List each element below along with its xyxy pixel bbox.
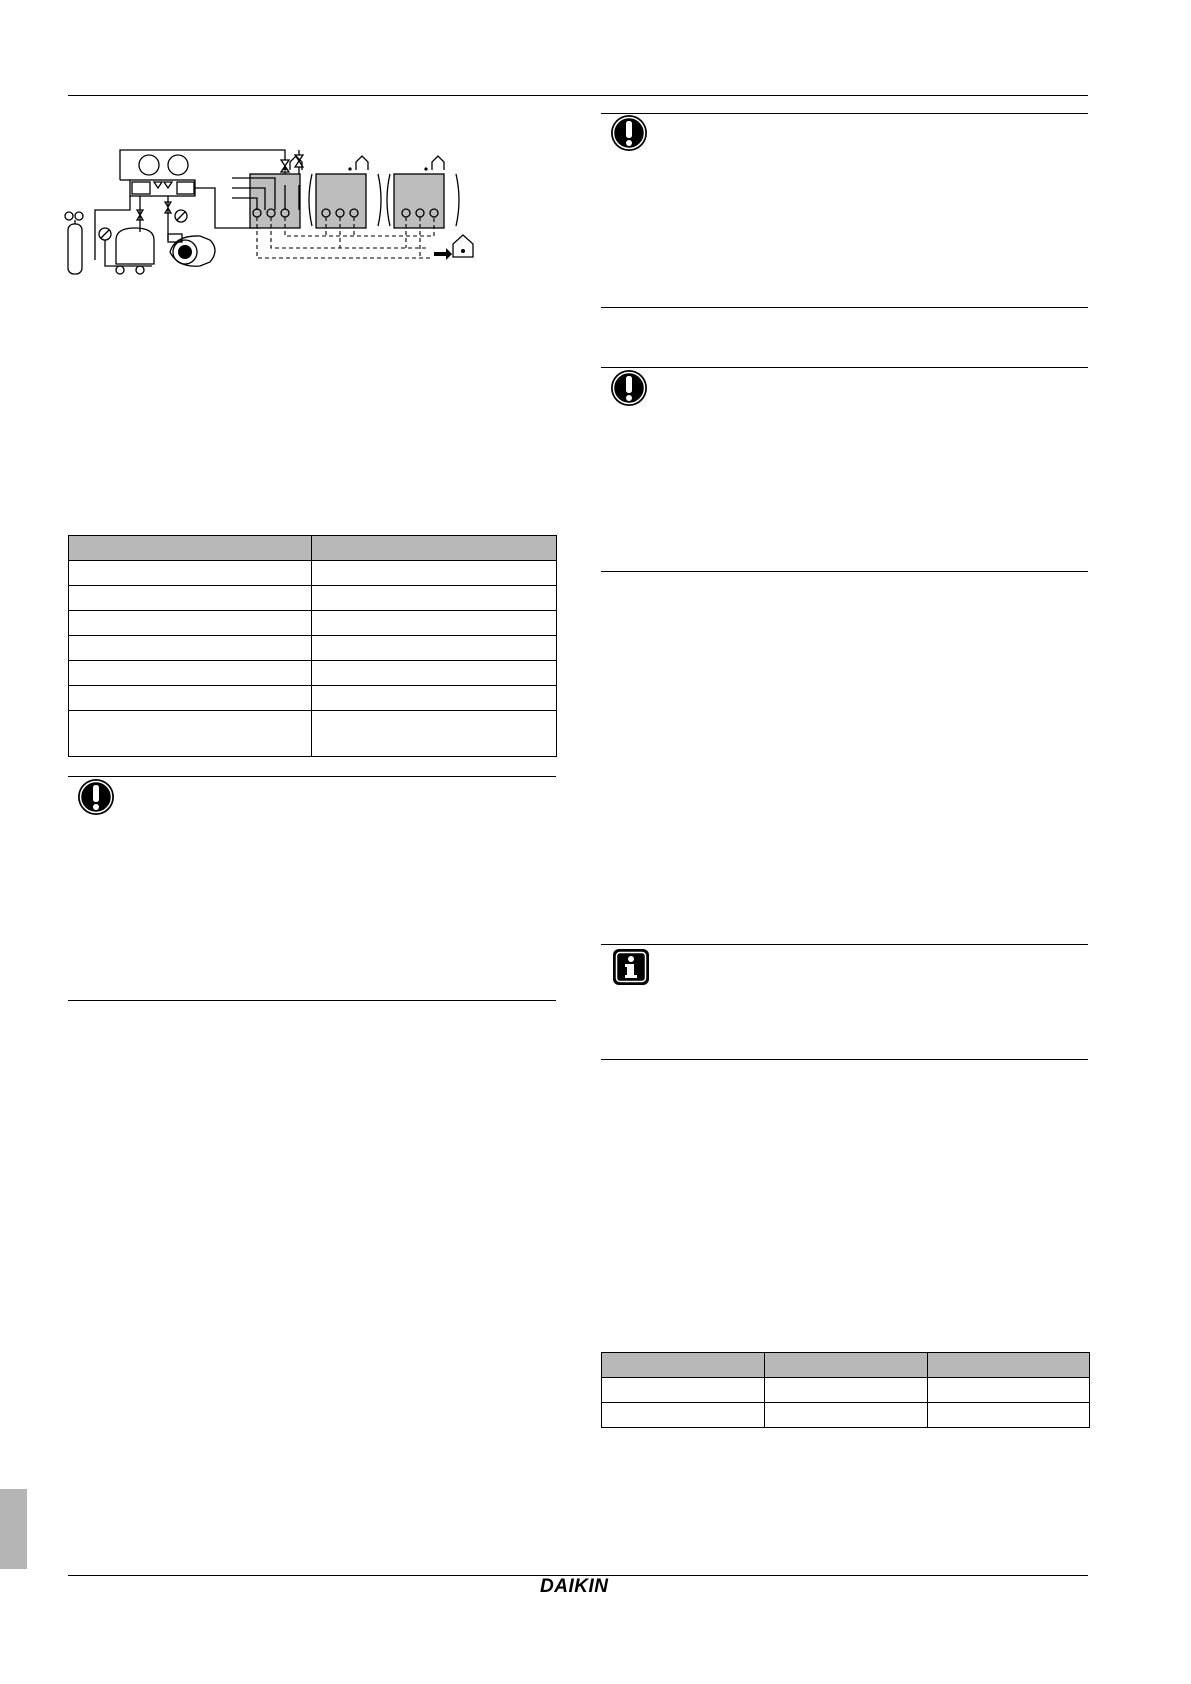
notice-bottom-rule [601, 1059, 1088, 1060]
table-row [69, 636, 557, 661]
table-header-cell [765, 1353, 928, 1378]
exclamation-icon [609, 113, 649, 153]
table-row [69, 661, 557, 686]
left-table [68, 535, 557, 757]
info-icon [611, 947, 651, 987]
table-cell [928, 1403, 1090, 1428]
table-cell [69, 561, 312, 586]
notice-top-rule [601, 944, 1088, 945]
table-cell [312, 636, 557, 661]
notice-bottom-rule [601, 571, 1088, 572]
table-header-row [69, 536, 557, 561]
notice-bottom-rule [601, 307, 1088, 308]
table-cell [602, 1403, 765, 1428]
table-header-cell [602, 1353, 765, 1378]
table-cell [312, 561, 557, 586]
table-cell [602, 1378, 765, 1403]
table-cell [69, 661, 312, 686]
table-cell [312, 586, 557, 611]
header-rule [68, 95, 1088, 96]
table-row [69, 686, 557, 711]
table-row [69, 711, 557, 757]
table-header-cell [928, 1353, 1090, 1378]
table-cell [928, 1378, 1090, 1403]
table-header-row [602, 1353, 1090, 1378]
table-cell [69, 586, 312, 611]
table-row [602, 1403, 1090, 1428]
notice-bottom-rule [68, 1000, 556, 1001]
table-cell [312, 611, 557, 636]
table-row [69, 611, 557, 636]
table-header-cell [69, 536, 312, 561]
piping-diagram [60, 140, 520, 300]
table-header-cell [312, 536, 557, 561]
table-row [69, 561, 557, 586]
table-cell [765, 1378, 928, 1403]
table-cell [69, 611, 312, 636]
table-cell [765, 1403, 928, 1428]
exclamation-icon [76, 777, 116, 817]
notice-top-rule [601, 113, 1088, 114]
table-cell [312, 661, 557, 686]
table-cell [312, 686, 557, 711]
table-cell [312, 711, 557, 757]
daikin-logo: DAIKIN [540, 1576, 609, 1597]
table-cell [69, 686, 312, 711]
table-cell [69, 711, 312, 757]
table-row [602, 1378, 1090, 1403]
notice-top-rule [601, 367, 1088, 368]
side-tab [0, 1489, 27, 1569]
right-table [601, 1352, 1090, 1428]
notice-top-rule [68, 776, 556, 777]
table-row [69, 586, 557, 611]
exclamation-icon [609, 368, 649, 408]
table-cell [69, 636, 312, 661]
